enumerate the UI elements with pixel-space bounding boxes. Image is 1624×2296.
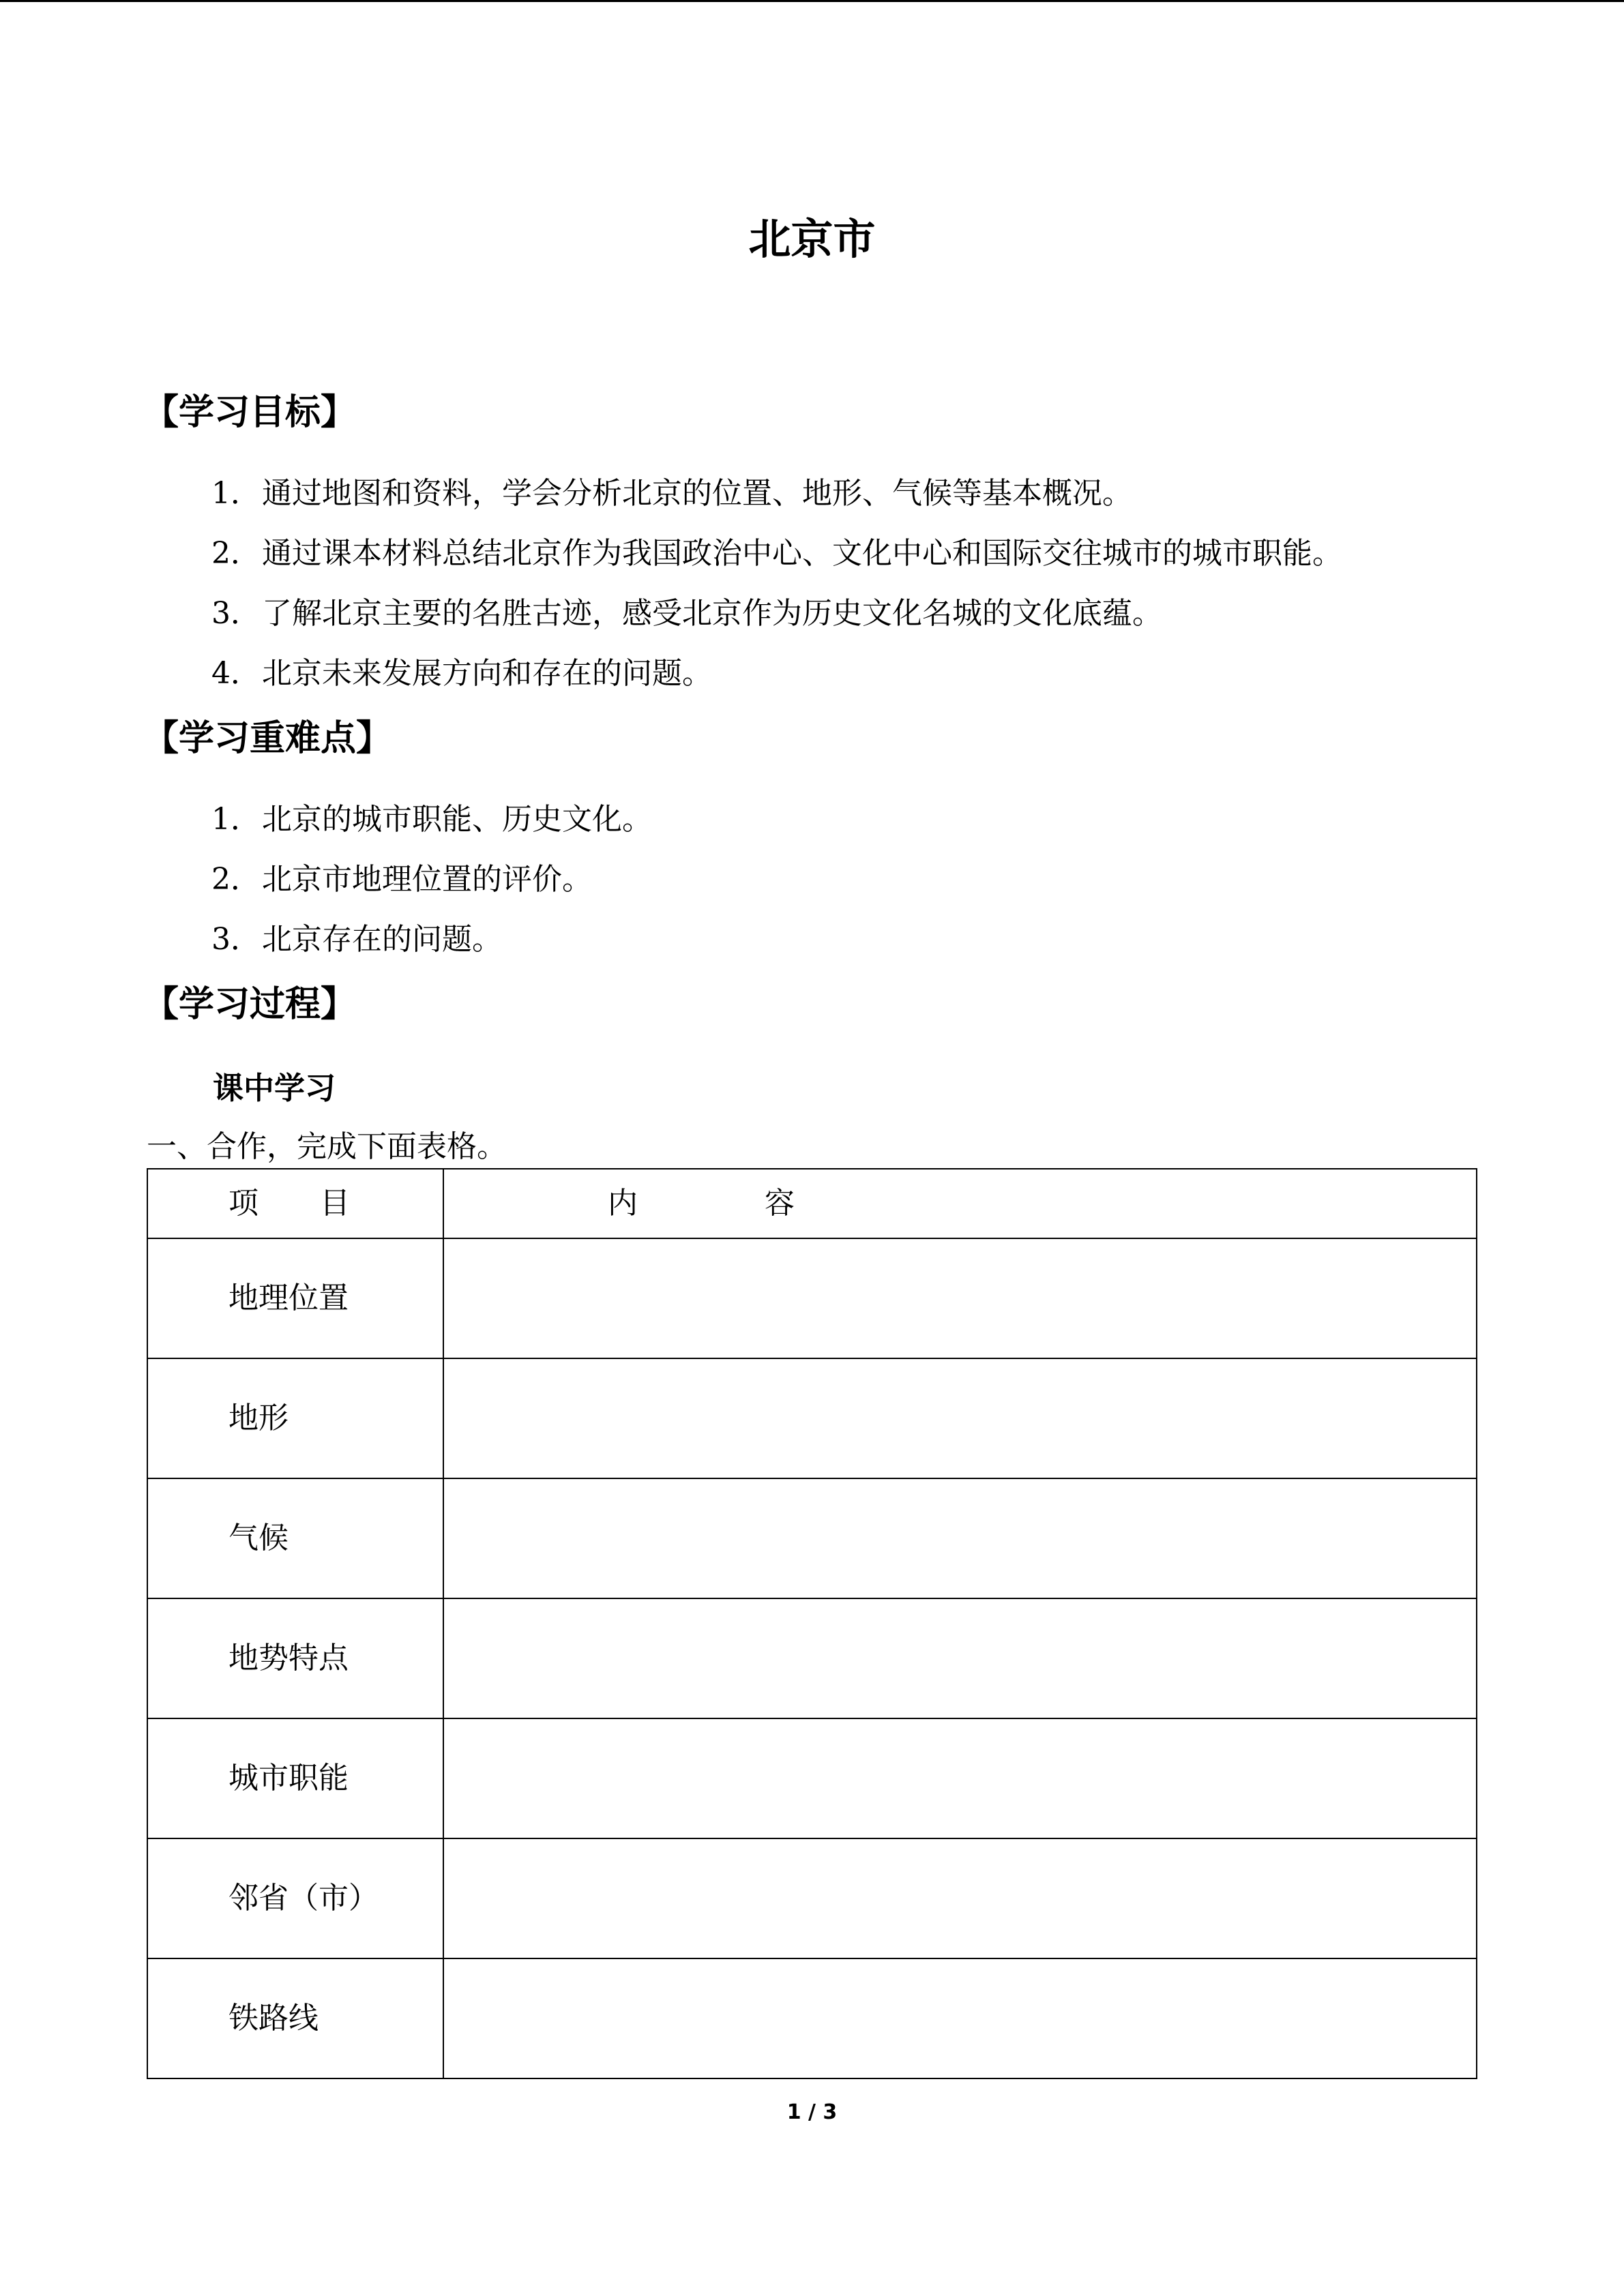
subheading-in-class: 课中学习 bbox=[213, 1070, 336, 1106]
key-point-item-1 bbox=[211, 799, 652, 840]
header-content-char-1: 内 bbox=[608, 1186, 638, 1221]
goal-item-1 bbox=[211, 473, 1132, 514]
key-point-item-1-number: 1． bbox=[211, 802, 261, 837]
table-row bbox=[147, 1598, 1477, 1718]
row-content-cell[interactable] bbox=[443, 1238, 1477, 1358]
row-label: 地理位置 bbox=[147, 1238, 443, 1358]
page-title: 北京市 bbox=[748, 214, 876, 264]
goal-item-2 bbox=[211, 533, 1342, 574]
header-cell-content bbox=[443, 1169, 1477, 1238]
goal-item-4-number: 4． bbox=[211, 656, 261, 691]
goal-item-3-number: 3． bbox=[211, 596, 261, 631]
row-label: 地形 bbox=[147, 1358, 443, 1478]
key-point-item-3-number: 3． bbox=[211, 922, 261, 957]
page-number: 1 / 3 bbox=[786, 2100, 838, 2124]
key-point-item-2 bbox=[211, 859, 592, 900]
goal-item-2-text: 通过课本材料总结北京作为我国政治中心、文化中心和国际交往城市的城市职能。 bbox=[262, 536, 1342, 571]
table-row bbox=[147, 1478, 1477, 1598]
goal-item-2-number: 2． bbox=[211, 536, 261, 571]
heading-learning-process: 【学习过程】 bbox=[143, 984, 357, 1025]
goal-item-4-text: 北京未来发展方向和存在的问题。 bbox=[262, 656, 712, 691]
top-border-line bbox=[0, 0, 1624, 2]
row-label: 邻省（市） bbox=[147, 1838, 443, 1958]
heading-key-points: 【学习重难点】 bbox=[143, 718, 392, 759]
goal-item-1-text: 通过地图和资料，学会分析北京的位置、地形、气候等基本概况。 bbox=[262, 476, 1132, 511]
goal-item-4 bbox=[211, 653, 712, 694]
fill-in-table bbox=[147, 1168, 1477, 2079]
header-cell-item bbox=[147, 1169, 443, 1238]
goal-item-3 bbox=[211, 593, 1162, 634]
goal-item-3-text: 了解北京主要的名胜古迹，感受北京作为历史文化名城的文化底蕴。 bbox=[262, 596, 1162, 631]
table-row bbox=[147, 1358, 1477, 1478]
row-label: 城市职能 bbox=[147, 1718, 443, 1838]
header-item-char-1: 项 bbox=[228, 1186, 259, 1221]
row-content-cell[interactable] bbox=[443, 1478, 1477, 1598]
row-content-cell[interactable] bbox=[443, 1838, 1477, 1958]
row-label: 铁路线 bbox=[147, 1958, 443, 2078]
row-content-cell[interactable] bbox=[443, 1598, 1477, 1718]
key-point-item-1-text: 北京的城市职能、历史文化。 bbox=[262, 802, 652, 837]
key-point-item-2-text: 北京市地理位置的评价。 bbox=[262, 862, 592, 897]
row-label: 气候 bbox=[147, 1478, 443, 1598]
row-content-cell[interactable] bbox=[443, 1958, 1477, 2078]
table-row bbox=[147, 1958, 1477, 2078]
goal-item-1-number: 1． bbox=[211, 476, 261, 511]
header-content-char-2: 容 bbox=[765, 1186, 795, 1221]
row-content-cell[interactable] bbox=[443, 1358, 1477, 1478]
table-row bbox=[147, 1718, 1477, 1838]
row-content-cell[interactable] bbox=[443, 1718, 1477, 1838]
header-item-char-2: 目 bbox=[320, 1186, 350, 1221]
table-row bbox=[147, 1238, 1477, 1358]
key-point-item-2-number: 2． bbox=[211, 862, 261, 897]
table-header-row bbox=[147, 1169, 1477, 1238]
key-point-item-3 bbox=[211, 919, 502, 960]
table-instruction: 一、合作，完成下面表格。 bbox=[147, 1129, 507, 1164]
table-row bbox=[147, 1838, 1477, 1958]
key-point-item-3-text: 北京存在的问题。 bbox=[262, 922, 502, 957]
row-label: 地势特点 bbox=[147, 1598, 443, 1718]
heading-learning-goals: 【学习目标】 bbox=[143, 392, 357, 433]
